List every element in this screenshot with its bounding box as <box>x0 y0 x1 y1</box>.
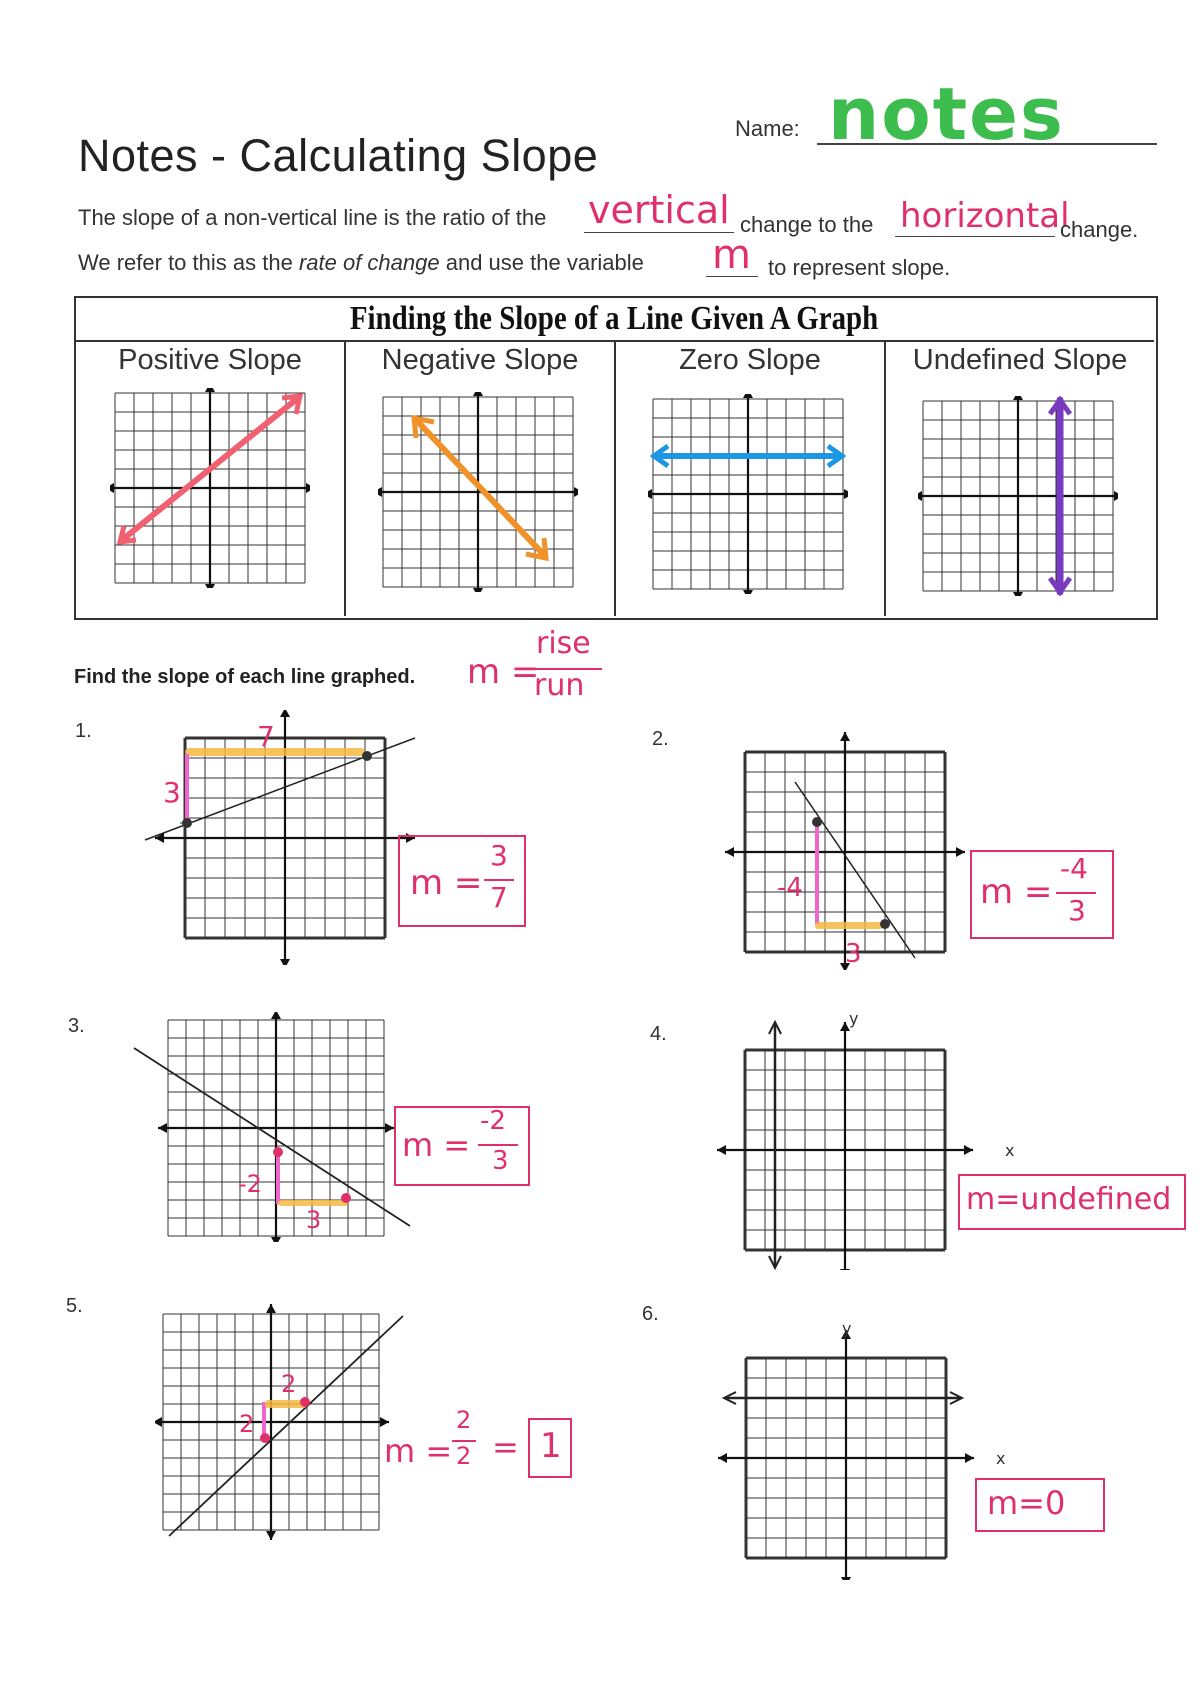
problem-2-number: 2. <box>652 728 669 750</box>
problem-5-answer-eq: = <box>492 1428 519 1466</box>
intro-line-1-a: The slope of a non-vertical line is the ratio of the <box>78 205 547 230</box>
problem-1-answer-m: m = <box>410 863 483 903</box>
problem-5-graph <box>155 1296 415 1546</box>
table-divider-3 <box>884 340 886 616</box>
run-highlight <box>815 922 883 929</box>
problem-5-rise: 2 <box>239 1410 255 1438</box>
blank-vertical[interactable]: vertical <box>588 188 730 232</box>
problem-6-answer-box <box>975 1478 1105 1532</box>
problem-2-answer-den: 3 <box>1068 894 1086 927</box>
problem-1-rise: 3 <box>163 776 181 809</box>
coordinate-grid <box>110 388 310 588</box>
coordinate-grid <box>718 1330 974 1580</box>
formula-m: m = <box>467 652 540 692</box>
negative-slope-line <box>418 422 543 554</box>
problem-1-answer-den: 7 <box>490 881 508 914</box>
run-highlight <box>185 748 365 756</box>
intro-line-2-c: to represent slope. <box>768 255 951 280</box>
problem-5-answer-box <box>528 1418 572 1478</box>
problem-2-answer-box <box>970 850 1114 939</box>
negative-slope-graph <box>378 392 578 592</box>
problem-1-number: 1. <box>75 720 92 742</box>
blank-m[interactable]: m <box>712 232 751 278</box>
problem-2-answer-num: -4 <box>1060 852 1088 885</box>
intro-line-2-a: We refer to this as the <box>78 250 293 275</box>
coordinate-grid <box>648 394 848 594</box>
intro-line-1-b: change to the <box>740 212 874 237</box>
name-value[interactable]: notes <box>828 72 1065 156</box>
problem-3-number: 3. <box>68 1015 85 1037</box>
problem-2-answer-m: m = <box>980 872 1053 912</box>
table-divider-2 <box>614 340 616 616</box>
problem-1-answer-box <box>398 835 526 927</box>
slope-types-heading: Finding the Slope of a Line Given A Graph <box>349 300 879 337</box>
problem-5-number: 5. <box>66 1295 83 1317</box>
problem-3-line <box>134 1048 410 1226</box>
undefined-slope-graph <box>918 396 1118 596</box>
problem-6-graph <box>690 1320 1020 1580</box>
problem-4-graph <box>685 1010 1015 1270</box>
problem-3-run: 3 <box>306 1206 322 1234</box>
formula-run: run <box>534 668 585 703</box>
intro-line-2 <box>78 250 644 276</box>
zero-slope-graph <box>648 394 848 594</box>
problem-5-answer-den: 2 <box>456 1442 472 1470</box>
formula-rise: rise <box>536 626 591 661</box>
problem-5-answer-final: 1 <box>540 1426 562 1466</box>
rise-highlight <box>815 822 819 924</box>
problem-3-answer-m: m = <box>402 1126 471 1164</box>
blank-horizontal[interactable]: horizontal <box>900 196 1070 236</box>
intro-line-2-b: and use the variable <box>445 250 644 275</box>
problem-3-rise: -2 <box>238 1170 262 1198</box>
label-undefined-slope: Undefined Slope <box>912 344 1128 376</box>
table-divider-1 <box>344 340 346 616</box>
problem-3-answer-num: -2 <box>480 1106 506 1136</box>
problem-6-answer: m=0 <box>987 1484 1066 1522</box>
label-positive-slope: Positive Slope <box>118 344 302 376</box>
coordinate-grid <box>918 396 1118 596</box>
problem-3-answer-den: 3 <box>492 1146 509 1176</box>
problem-6-axis-x: x <box>996 1449 1006 1468</box>
intro-line-1-c: change. <box>1060 217 1139 242</box>
coordinate-grid <box>158 1012 394 1242</box>
problem-2-rise: -4 <box>777 873 803 903</box>
problem-6-number: 6. <box>642 1303 659 1325</box>
label-negative-slope: Negative Slope <box>381 344 579 376</box>
coordinate-grid <box>155 1304 389 1540</box>
problem-5-answer-num: 2 <box>456 1406 472 1434</box>
practice-prompt: Find the slope of each line graphed. <box>74 666 416 688</box>
problem-5-line <box>169 1316 403 1536</box>
blank-line-2 <box>895 236 1055 237</box>
problem-1-answer-num: 3 <box>490 839 508 872</box>
coordinate-grid <box>378 392 578 592</box>
problem-2-run: 3 <box>845 939 862 969</box>
problem-3-graph <box>128 1012 418 1242</box>
label-zero-slope: Zero Slope <box>679 344 821 376</box>
problem-4-axis-y: y <box>849 1010 859 1028</box>
problem-4-axis-x: x <box>1005 1141 1015 1160</box>
problem-4-answer-box <box>958 1174 1186 1230</box>
problem-1-run: 7 <box>257 720 275 753</box>
rise-highlight <box>185 754 189 822</box>
problem-6-axis-y: y <box>842 1320 852 1338</box>
coordinate-grid <box>717 1022 973 1270</box>
positive-slope-graph <box>110 388 310 588</box>
intro-rate-of-change: rate of change <box>298 250 440 275</box>
problem-4-answer: m=undefined <box>966 1182 1172 1217</box>
coordinate-grid <box>725 732 965 970</box>
problem-5-answer-m: m = <box>384 1432 453 1470</box>
name-label: Name: <box>735 116 800 141</box>
problem-4-number: 4. <box>650 1023 667 1045</box>
rise-highlight <box>276 1152 280 1204</box>
page-title: Notes - Calculating Slope <box>78 130 599 181</box>
problem-3-answer-box <box>394 1106 530 1186</box>
blank-line-3 <box>706 276 758 277</box>
problem-5-run: 2 <box>281 1370 297 1398</box>
